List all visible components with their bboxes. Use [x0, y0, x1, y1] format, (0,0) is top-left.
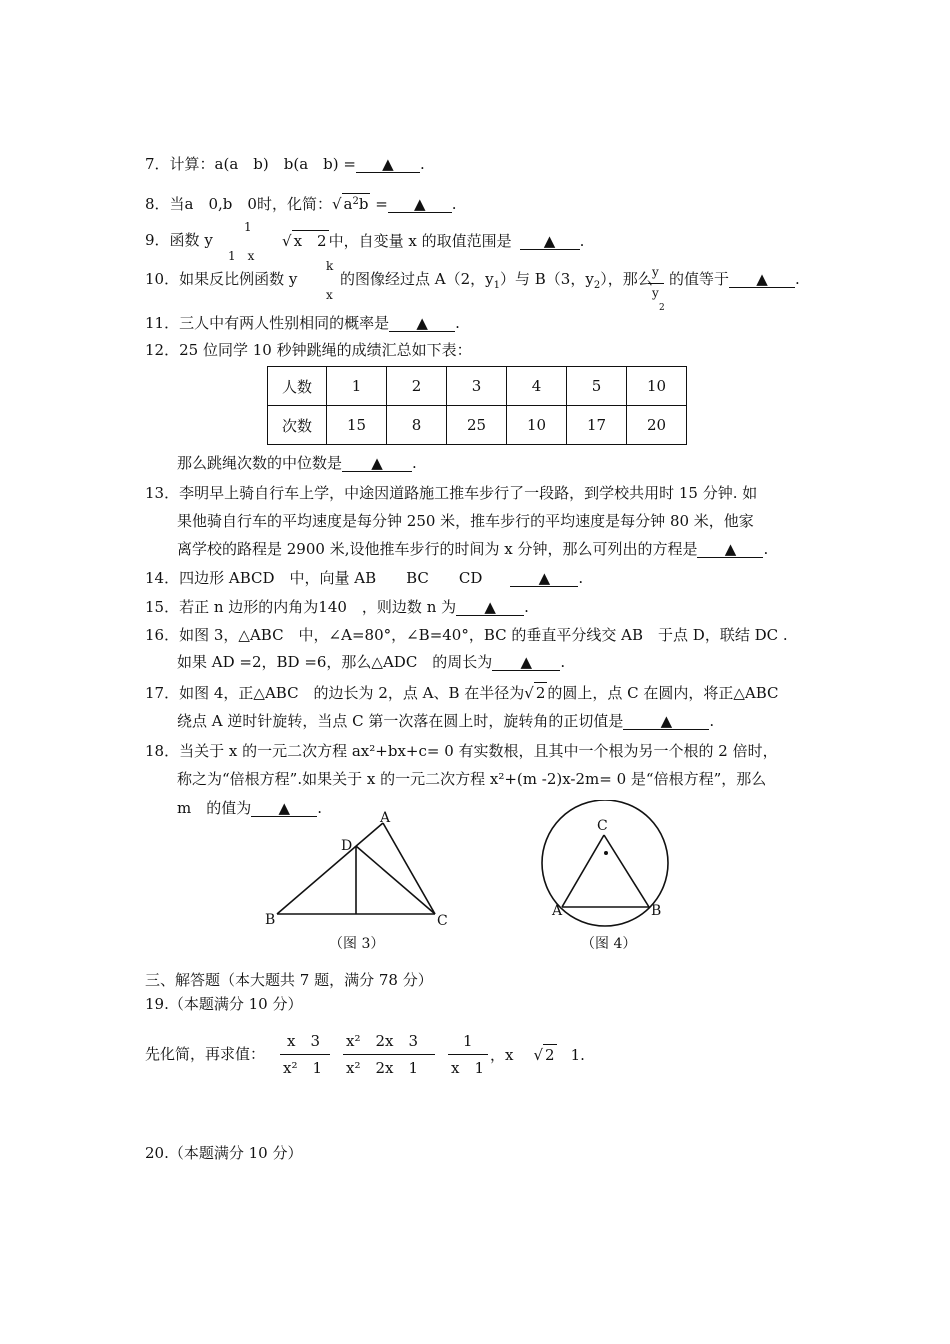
- radicand-b: b: [358, 195, 369, 213]
- question-20-heading: 20.（本题满分 10 分）: [145, 1144, 303, 1162]
- radicand-a: a: [343, 195, 353, 213]
- question-text: 如图 4，正△ABC 的边长为 2，点 A、B 在半径为: [179, 684, 525, 702]
- table-cell: 8: [387, 406, 447, 445]
- label-c: C: [597, 818, 608, 834]
- question-13-line-2: 果他骑自行车的平均速度是每分钟 250 米，推车步行的平均速度是每分钟 80 米，他家: [177, 512, 754, 530]
- fraction-bar: [280, 1054, 330, 1055]
- side-ac: [562, 835, 604, 907]
- ratio-subscript: 2: [659, 303, 665, 313]
- question-text: 三人中有两人性别相同的概率是: [179, 314, 390, 332]
- label-c: C: [437, 913, 448, 929]
- period: .: [763, 540, 769, 558]
- table-cell: 25: [447, 406, 507, 445]
- question-10-rest: [340, 269, 653, 292]
- question-12: [145, 340, 472, 360]
- label-a: A: [380, 810, 391, 826]
- question-18-line-1: [145, 741, 778, 761]
- fraction-2-numerator: x² 2x 3: [346, 1032, 419, 1050]
- radicand: 2: [535, 684, 546, 702]
- question-11: [145, 313, 460, 333]
- question-8: [145, 193, 457, 217]
- question-text: 如果 AD =2，BD =6，那么△ADC 的周长为: [177, 653, 493, 671]
- table-cell: 10: [507, 406, 567, 445]
- answer-blank[interactable]: [492, 654, 560, 671]
- question-text: ）与 B（3，y: [500, 270, 594, 288]
- question-text: 的圆上，点 C 在圆内，将正△ABC: [547, 684, 779, 702]
- question-number: 7．: [145, 155, 170, 173]
- period: .: [578, 569, 584, 587]
- fraction-numerator: k: [326, 259, 334, 273]
- table-cell: 20: [627, 406, 687, 445]
- table-header-cell: 人数: [268, 367, 327, 406]
- question-9: [145, 230, 213, 250]
- fraction-1-numerator: x 3: [287, 1032, 321, 1050]
- subscript: 1: [493, 280, 500, 291]
- table-header-cell: 次数: [268, 406, 327, 445]
- triangle-icon: ▲: [520, 653, 533, 671]
- question-text: 如果反比例函数 y: [179, 270, 298, 288]
- question-text: 离学校的路程是 2900 米,设他推车步行的时间为 x 分钟，那么可列出的方程是: [177, 540, 698, 558]
- table-cell: 4: [507, 367, 567, 406]
- table-cell: 10: [627, 367, 687, 406]
- question-number: 17．: [145, 684, 180, 702]
- question-19-prompt: 先化简，再求值：: [145, 1045, 266, 1063]
- fraction-1-denominator: x² 1: [283, 1059, 323, 1077]
- label-b: B: [651, 903, 662, 919]
- sqrt-icon: √: [533, 1046, 544, 1064]
- figure-3: [255, 808, 455, 933]
- answer-blank[interactable]: [520, 233, 580, 250]
- answer-blank[interactable]: [388, 196, 452, 213]
- triangle-icon: ▲: [484, 598, 496, 616]
- question-19-value: [490, 1044, 585, 1065]
- question-text: 的图像经过点 A（2，y: [340, 270, 494, 288]
- question-17-line-2: [177, 711, 714, 731]
- period: .: [317, 799, 323, 817]
- scores-table: [267, 366, 687, 445]
- question-text: 李明早上骑自行车上学，中途因道路施工推车步行了一段路，到学校共用时 15 分钟. 如: [179, 484, 758, 502]
- ratio-numerator: y: [652, 265, 659, 279]
- table-cell: 1: [327, 367, 387, 406]
- question-number: 8．: [145, 195, 170, 213]
- question-13-line-1: [145, 483, 757, 503]
- figure-3-caption: （图 3）: [329, 936, 385, 952]
- question-9-rest: [282, 230, 584, 251]
- sqrt-icon: √: [282, 232, 292, 250]
- question-number: 14．: [145, 569, 180, 587]
- question-18-line-2: 称之为“倍根方程”.如果关于 x 的一元二次方程 x²+(m -2)x-2m= 0 是“倍根方程”，那么: [177, 770, 767, 788]
- question-text: 的值等于: [669, 270, 730, 288]
- question-19-heading: 19.（本题满分 10 分）: [145, 995, 303, 1013]
- question-number: 10．: [145, 270, 180, 288]
- question-text: 计算：a(a b) b(a b) =: [169, 155, 356, 173]
- table-cell: 2: [387, 367, 447, 406]
- radicand: [342, 193, 371, 217]
- center-dot: [604, 851, 608, 855]
- question-number: 13．: [145, 484, 180, 502]
- table-cell: 3: [447, 367, 507, 406]
- exponent: 2: [352, 196, 359, 207]
- fraction-denominator: 1 x: [228, 249, 255, 263]
- question-text: 绕点 A 逆时针旋转，当点 C 第一次落在圆上时，旋转角的正切值是: [177, 712, 624, 730]
- question-16-line-2: [177, 652, 565, 672]
- side-ba: [277, 823, 383, 914]
- question-10: [145, 269, 297, 289]
- question-10-tail: [669, 269, 800, 289]
- label-b: B: [265, 912, 276, 928]
- table-cell: 17: [567, 406, 627, 445]
- question-number: 9．: [145, 231, 170, 249]
- label-a: A: [552, 903, 563, 919]
- fraction-2-denominator: x² 2x 1: [346, 1059, 419, 1077]
- answer-blank[interactable]: [729, 271, 795, 288]
- question-number: 11．: [145, 314, 180, 332]
- triangle-icon: ▲: [660, 712, 673, 730]
- question-text: 当关于 x 的一元二次方程 ax²+bx+c= 0 有实数根，且其中一个根为另一个根的 2 倍时，: [179, 742, 778, 760]
- period: .: [412, 454, 417, 472]
- figure-4-caption: （图 4）: [581, 936, 637, 952]
- question-text: 四边形 ABCD 中，向量 AB BC CD: [179, 569, 483, 587]
- fraction-denominator: x: [326, 288, 333, 302]
- subscript: 2: [593, 280, 601, 291]
- question-12-tail: [177, 453, 417, 473]
- triangle-icon: ▲: [278, 799, 290, 817]
- question-17-line-1: [145, 682, 779, 703]
- period: .: [709, 712, 715, 730]
- triangle-icon: ▲: [538, 569, 551, 587]
- triangle-icon: ▲: [371, 454, 383, 472]
- label-d: D: [341, 838, 353, 854]
- answer-blank[interactable]: [342, 455, 412, 472]
- question-number: 18．: [145, 742, 180, 760]
- answer-blank[interactable]: [697, 541, 763, 558]
- fraction-numerator: 1: [244, 220, 252, 234]
- answer-blank[interactable]: [623, 713, 709, 730]
- table-row: [268, 367, 687, 406]
- triangle-icon: ▲: [756, 270, 768, 288]
- ratio-denominator: y: [652, 286, 659, 300]
- answer-blank[interactable]: [456, 599, 524, 616]
- answer-blank[interactable]: [510, 570, 578, 587]
- value-text: ，x: [490, 1046, 514, 1064]
- period: .: [455, 314, 460, 332]
- segment-dc: [356, 846, 435, 914]
- question-text: 如图 3，△ABC 中，∠A=80°，∠B=40°，BC 的垂直平分线交 AB 于点 D，联结 DC .: [179, 626, 788, 644]
- period: .: [419, 155, 425, 173]
- section-heading: 三、解答题（本大题共 7 题，满分 78 分）: [145, 971, 433, 989]
- fraction-bar: [343, 1054, 435, 1055]
- question-13-line-3: [177, 539, 768, 559]
- equals: =: [370, 195, 388, 213]
- question-15: [145, 597, 529, 617]
- period: .: [795, 270, 800, 288]
- question-16-line-1: [145, 625, 788, 645]
- fraction-3-denominator: x 1: [451, 1059, 485, 1077]
- table-cell: 5: [567, 367, 627, 406]
- answer-blank[interactable]: [389, 315, 455, 332]
- question-text: 那么跳绳次数的中位数是: [177, 454, 343, 472]
- radicand: x 2: [293, 232, 327, 250]
- side-cb: [604, 835, 649, 907]
- question-14: [145, 568, 583, 588]
- triangle-icon: ▲: [724, 540, 737, 558]
- value-text: 1.: [570, 1046, 585, 1064]
- period: .: [451, 195, 457, 213]
- question-number: 15．: [145, 598, 180, 616]
- triangle-icon: ▲: [543, 232, 556, 250]
- question-7: [145, 154, 425, 174]
- triangle-icon: ▲: [382, 155, 394, 173]
- sqrt-icon: √: [331, 195, 342, 213]
- question-text: 若正 n 边形的内角为140 ，则边数 n 为: [179, 598, 457, 616]
- question-text: 当a 0,b 0时，化简：: [169, 195, 332, 213]
- triangle-icon: ▲: [414, 195, 426, 213]
- period: .: [560, 653, 566, 671]
- question-text: 25 位同学 10 秒钟跳绳的成绩汇总如下表：: [179, 341, 472, 359]
- fraction-3-numerator: 1: [463, 1032, 473, 1050]
- fraction-bar: [448, 1054, 488, 1055]
- question-text: 函数 y: [169, 231, 213, 249]
- period: .: [524, 598, 529, 616]
- answer-blank[interactable]: [356, 156, 420, 173]
- sqrt-icon: √: [524, 684, 534, 702]
- question-number: 12．: [145, 341, 180, 359]
- table-cell: 15: [327, 406, 387, 445]
- table-row: [268, 406, 687, 445]
- question-text: 中，自变量 x 的取值范围是: [328, 232, 512, 250]
- period: .: [579, 232, 585, 250]
- question-text: m 的值为: [177, 799, 252, 817]
- question-text: ），那么: [600, 270, 653, 288]
- question-number: 16．: [145, 626, 180, 644]
- side-ac: [383, 823, 435, 914]
- radicand: 2: [545, 1046, 555, 1064]
- triangle-icon: ▲: [416, 314, 428, 332]
